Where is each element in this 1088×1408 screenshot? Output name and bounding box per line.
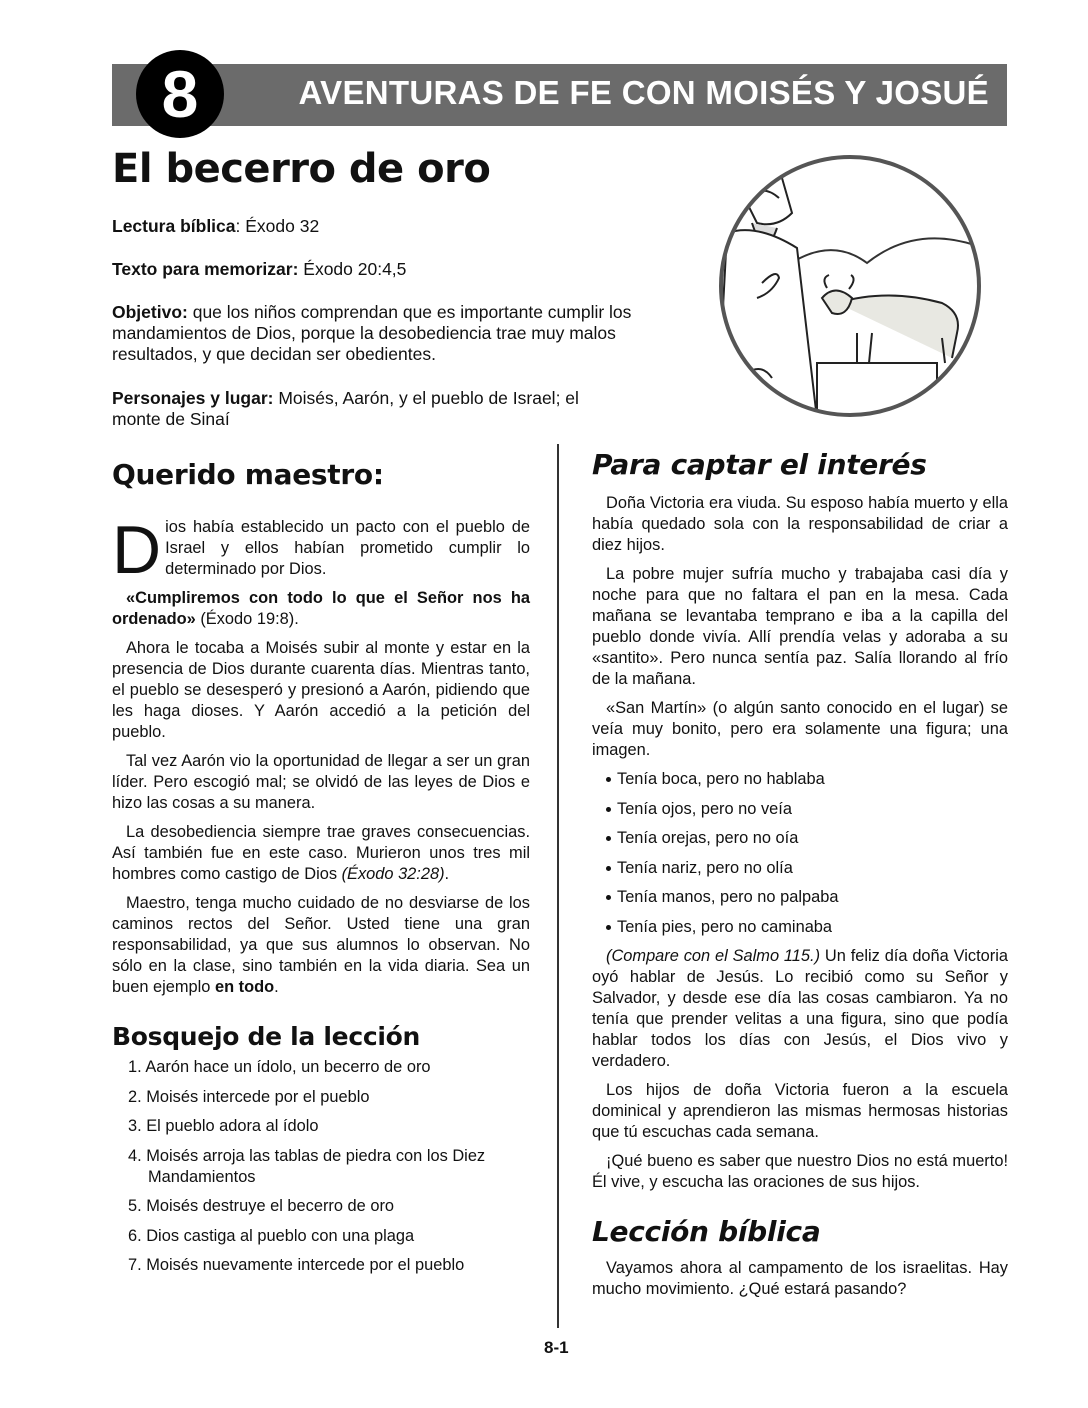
bullet-dot-icon [606, 925, 611, 930]
paragraph-camp: Vayamos ahora al campamento de los israelitas. Hay mucho movimiento. ¿Qué estará pasando? [592, 1259, 1008, 1298]
memory-verse-value: Éxodo 20:4,5 [298, 259, 407, 279]
drop-cap: D [112, 512, 162, 588]
paragraph-poor-woman: La pobre mujer sufría mucho y trabajaba casi día y noche para que no faltara el pan en la mesa. Cada mañana se levantaba temprano e iba a la capilla del pueblo donde vivía. Allí prendía velas y adoraba a su «santito». Pero nunca sentía paz. Salía llorando al frío de la mañana. [592, 565, 1008, 688]
paragraph-aaron: Tal vez Aarón vio la oportunidad de llegar a ser un gran líder. Pero escogió mal; se olvidó de las leyes de Dios e hizo las cosas a su manera. [112, 752, 530, 812]
bullet-text: Tenía ojos, pero no veía [617, 799, 792, 818]
chapter-number-badge: 8 [136, 50, 224, 138]
bible-reading-value: : Éxodo 32 [235, 216, 320, 236]
paragraph-god-lives: ¡Qué bueno es saber que nuestro Dios no está muerto! Él vive, y escucha las oraciones de sus hijos. [592, 1152, 1008, 1191]
outline-item: 6. Dios castiga al pueblo con una plaga [128, 1226, 415, 1245]
bullet-item [606, 799, 1008, 820]
interest-heading: Para captar el interés [592, 448, 927, 481]
paragraph-compare [592, 946, 1008, 1072]
disobedience-text: La desobediencia siempre trae graves consecuencias. Así también fue en este caso. Murieron unos tres mil hombres como castigo de Dios [112, 823, 530, 883]
moses-golden-calf-illustration [717, 153, 983, 419]
characters-place [112, 388, 612, 430]
teacher-heading: Querido maestro: [112, 458, 384, 491]
memory-verse [112, 259, 702, 280]
disobedience-end: . [444, 865, 450, 883]
bullet-dot-icon [606, 895, 611, 900]
left-column [112, 458, 530, 1285]
objective [112, 302, 702, 365]
paragraph-disobedience [112, 822, 530, 885]
bible-reading-label: Lectura bíblica [112, 216, 236, 236]
bullet-text: Tenía pies, pero no caminaba [617, 917, 833, 936]
characters-label: Personajes y lugar: [112, 388, 274, 408]
bullet-item [606, 917, 1008, 938]
chapter-banner [112, 64, 1007, 126]
bullet-text: Tenía nariz, pero no olía [617, 858, 793, 877]
bullet-text: Tenía boca, pero no hablaba [617, 770, 825, 788]
teacher-text: Maestro, tenga mucho cuidado de no desviarse de los caminos rectos del Señor. Usted tiene una gran responsabilidad, ya que sus alumnos lo observan. No sólo en la clase, sino también en la vida diaria. Sea un buen ejemplo [112, 894, 530, 996]
paragraph-children: Los hijos de doña Victoria fueron a la escuela dominical y aprendieron las mismas hermosas historias que tú escuchas cada semana. [592, 1081, 1008, 1141]
paragraph-victoria: Doña Victoria era viuda. Su esposo había muerto y ella había quedado sola con la responsabilidad de criar a diez hijos. [592, 494, 1008, 554]
page-number: 8-1 [544, 1338, 569, 1357]
bullet-item [606, 887, 1008, 908]
paragraph-moses: Ahora le tocaba a Moisés subir al monte y estar en la presencia de Dios durante cuarenta días. Mientras tanto, el pueblo se desesperó y presionó a Aarón, pidiendo que les haga dioses. Y Aarón accedió a la petición del pueblo. [112, 639, 530, 741]
teacher-bold: en todo [214, 978, 275, 996]
bullet-text: Tenía manos, pero no palpaba [617, 888, 839, 906]
series-title: AVENTURAS DE FE CON MOISÉS Y JOSUÉ [298, 74, 989, 111]
paragraph-teacher [112, 893, 530, 998]
right-column [592, 448, 1008, 1308]
lesson-title: El becerro de oro [112, 146, 491, 192]
outline-list [112, 1057, 530, 1276]
outline-item: 1. Aarón hace un ídolo, un becerro de oro [128, 1058, 431, 1076]
quote-ref: (Éxodo 19:8). [195, 610, 299, 628]
outline-item: 3. El pueblo adora al ídolo [128, 1117, 319, 1135]
outline-heading: Bosquejo de la lección [112, 1022, 421, 1051]
bullet-dot-icon [606, 777, 611, 782]
quote-bold: «Cumpliremos con todo lo que el Señor nos ha ordenado» [112, 589, 530, 628]
teacher-end: . [274, 978, 279, 996]
bullet-dot-icon [606, 866, 611, 871]
bullet-item [606, 858, 1008, 879]
bible-reading [112, 216, 702, 237]
outline-item: 4. Moisés arroja las tablas de piedra con los Diez Mandamientos [128, 1146, 486, 1186]
disobedience-ref: (Éxodo 32:28) [341, 865, 445, 883]
bullet-text: Tenía orejas, pero no oía [617, 829, 799, 847]
column-divider [557, 444, 559, 1328]
bullet-item [606, 769, 1008, 790]
outline-item: 2. Moisés intercede por el pueblo [128, 1087, 370, 1106]
objective-value: que los niños comprendan que es importante cumplir los mandamientos de Dios, porque la desobediencia trae muy malos resultados, y que decidan ser obedientes. [112, 302, 632, 364]
outline-item: 5. Moisés destruye el becerro de oro [128, 1197, 395, 1215]
bible-lesson-heading: Lección bíblica [592, 1215, 821, 1248]
outline-item: 7. Moisés nuevamente intercede por el pueblo [128, 1256, 465, 1274]
idol-bullets [592, 769, 1008, 938]
memory-verse-label: Texto para memorizar: [112, 259, 299, 279]
bullet-dot-icon [606, 807, 611, 812]
intro-paragraph [112, 512, 530, 588]
compare-text: Un feliz día doña Victoria oyó hablar de Jesús. Lo recibió como su Señor y Salvador, y desde ese día las cosas cambiaron. Ya no tenía que prender velitas a una figura, sino que podía hablar todos los días con Jesús, el Dios vivo y verdadero. [592, 947, 1008, 1070]
bullet-dot-icon [606, 836, 611, 841]
characters-value: Moisés, Aarón, y el pueblo de Israel; el monte de Sinaí [112, 388, 579, 429]
quote-paragraph [112, 588, 530, 630]
bullet-item [606, 828, 1008, 849]
objective-label: Objetivo: [112, 302, 188, 322]
paragraph-san-martin: «San Martín» (o algún santo conocido en el lugar) se veía muy bonito, pero era solamente una figura; una imagen. [592, 699, 1008, 759]
compare-ref: (Compare con el Salmo 115.) [606, 947, 821, 965]
intro-text: ios había establecido un pacto con el pueblo de Israel y ellos habían prometido cumplir lo determinado por Dios. [165, 518, 530, 578]
